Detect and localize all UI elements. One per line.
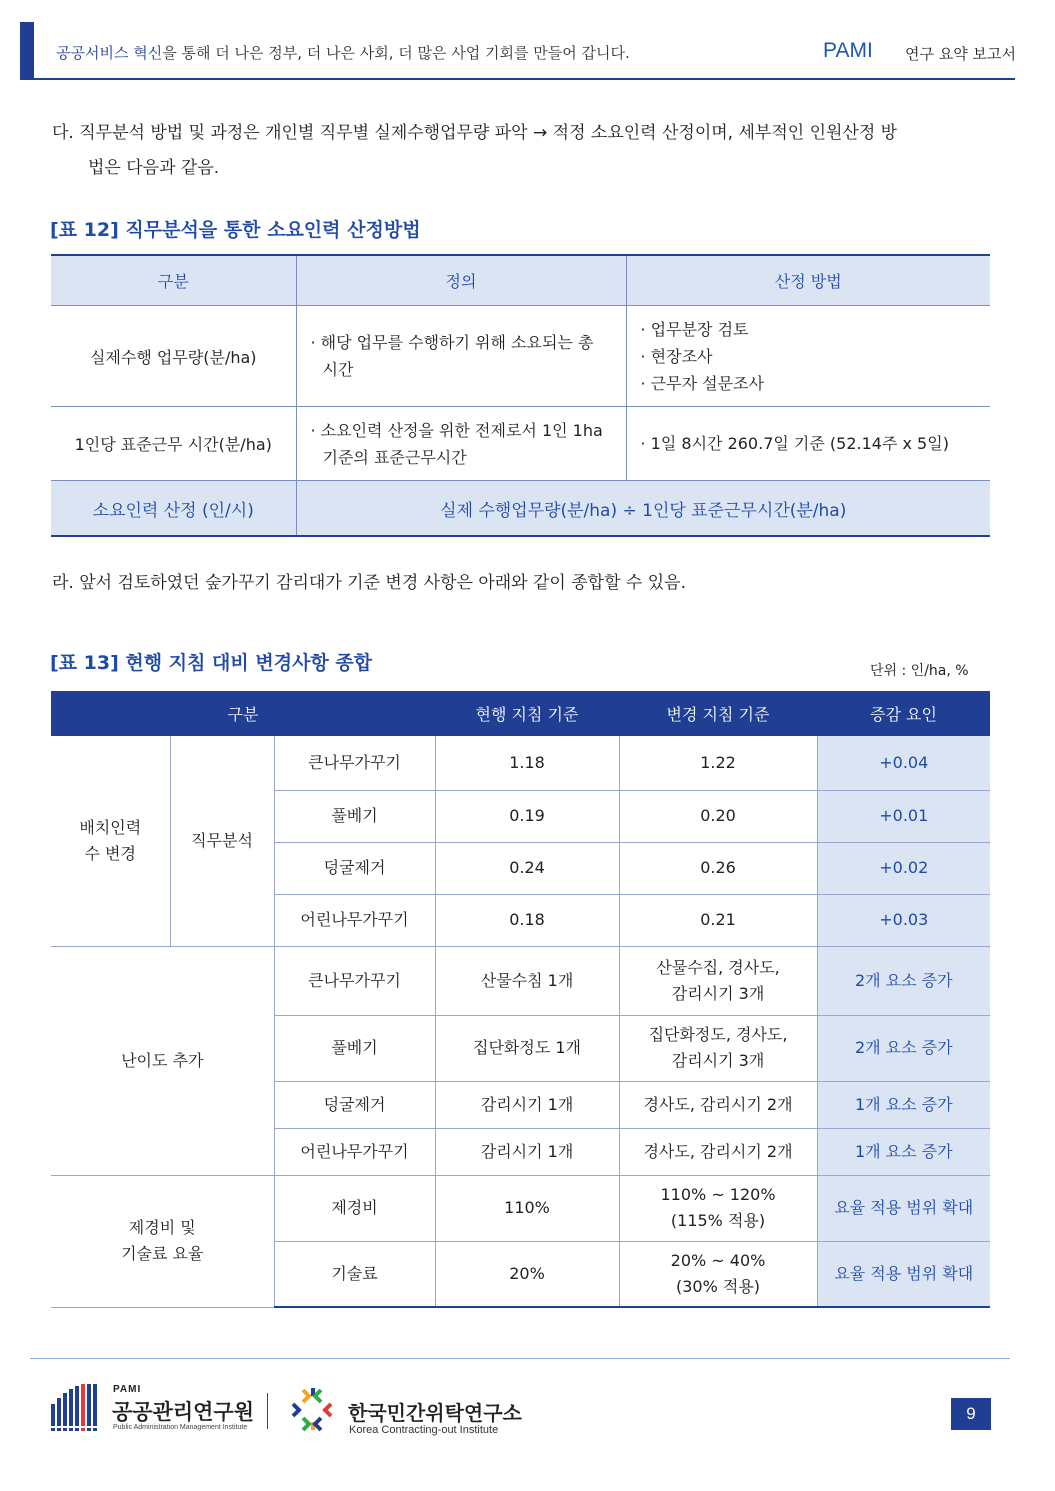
current-cell: 산물수침 1개 xyxy=(435,946,619,1015)
item-cell: 큰나무가꾸기 xyxy=(274,736,435,790)
item-cell: 큰나무가꾸기 xyxy=(274,946,435,1015)
header-report-type: 연구 요약 보고서 xyxy=(905,45,1016,63)
table12-summary-formula: 실제 수행업무량(분/ha) ÷ 1인당 표준근무시간(분/ha) xyxy=(296,481,990,537)
table13-title: [표 13] 현행 지침 대비 변경사항 종합 xyxy=(50,652,373,674)
changed-cell: 경사도, 감리시기 2개 xyxy=(619,1128,817,1175)
definition-line: · 소요인력 산정을 위한 전제로서 1인 1ha xyxy=(310,420,603,440)
item-cell: 제경비 xyxy=(274,1175,435,1241)
table-row xyxy=(51,407,990,481)
delta-cell: 1개 요소 증가 xyxy=(817,1128,990,1175)
changed-cell xyxy=(619,1175,817,1241)
changed-cell xyxy=(619,1241,817,1307)
definition-line: · 해당 업무를 수행하기 위해 소요되는 총 xyxy=(310,333,594,352)
paragraph-da-line2: 법은 다음과 같음. xyxy=(88,158,220,178)
current-cell: 0.19 xyxy=(435,790,619,842)
table12-header: 산정 방법 xyxy=(626,255,990,306)
pami-name: 공공관리연구원 xyxy=(112,1400,255,1424)
table12-summary-row xyxy=(51,481,990,537)
header-accent-bar xyxy=(20,22,34,79)
item-cell: 어린나무가꾸기 xyxy=(274,1128,435,1175)
item-cell: 어린나무가꾸기 xyxy=(274,894,435,946)
pami-tag: PAMI xyxy=(113,1384,142,1395)
changed-cell: 0.26 xyxy=(619,842,817,894)
page-header xyxy=(20,22,1015,79)
pami-logo-icon xyxy=(50,1384,98,1432)
table12-summary-label: 소요인력 산정 (인/시) xyxy=(51,481,296,537)
changed-line: (30% 적용) xyxy=(675,1276,761,1296)
current-cell: 110% xyxy=(435,1175,619,1241)
group3-label-line: 제경비 및 xyxy=(128,1218,196,1237)
group1-label-line: 배치인력 xyxy=(79,817,142,837)
group1-label xyxy=(51,736,170,946)
kci-english-name: Korea Contracting-out Institute xyxy=(349,1424,499,1436)
current-cell: 1.18 xyxy=(435,736,619,790)
paragraph-da-line1: 다. 직무분석 방법 및 과정은 개인별 직무별 실제수행업무량 파악 → 적정 소요인력 산정이며, 세부적인 인원산정 방 xyxy=(52,123,898,143)
kci-name: 한국민간위탁연구소 xyxy=(348,1401,522,1425)
header-brand: PAMI xyxy=(823,39,873,62)
item-cell: 덩굴제거 xyxy=(274,1081,435,1128)
method-line: · 1일 8시간 260.7일 기준 (52.14주 x 5일) xyxy=(640,434,949,453)
current-cell: 0.24 xyxy=(435,842,619,894)
delta-cell: 1개 요소 증가 xyxy=(817,1081,990,1128)
table13-header: 변경 지침 기준 xyxy=(619,691,817,736)
table13 xyxy=(51,691,990,1308)
table-row xyxy=(51,736,990,790)
changed-line: 20% ~ 40% xyxy=(670,1250,766,1270)
table12-header-row xyxy=(51,255,990,306)
changed-line: 감리시기 3개 xyxy=(671,983,765,1003)
header-divider xyxy=(20,78,1015,80)
table13-unit: 단위 : 인/ha, % xyxy=(870,663,969,679)
table12-definition xyxy=(296,407,626,481)
changed-cell: 1.22 xyxy=(619,736,817,790)
changed-cell: 0.20 xyxy=(619,790,817,842)
delta-cell: +0.01 xyxy=(817,790,990,842)
delta-cell: 요율 적용 범위 확대 xyxy=(817,1241,990,1307)
definition-line: 기준의 표준근무시간 xyxy=(322,447,467,467)
current-cell: 0.18 xyxy=(435,894,619,946)
delta-cell: 2개 요소 증가 xyxy=(817,1015,990,1081)
table12-title: [표 12] 직무분석을 통한 소요인력 산정방법 xyxy=(50,219,421,241)
table-row xyxy=(51,946,990,1015)
pami-english-name: Public Administration Management Institute xyxy=(113,1424,248,1431)
group3-label xyxy=(51,1175,274,1307)
table13-header-row xyxy=(51,691,990,736)
header-slogan xyxy=(56,42,630,63)
group2-label: 난이도 추가 xyxy=(51,946,274,1175)
current-cell: 감리시기 1개 xyxy=(435,1081,619,1128)
item-cell: 기술료 xyxy=(274,1241,435,1307)
group1-label-line: 수 변경 xyxy=(84,843,136,863)
delta-cell: +0.02 xyxy=(817,842,990,894)
method-line: · 현장조사 xyxy=(640,346,713,366)
current-cell: 감리시기 1개 xyxy=(435,1128,619,1175)
table12-definition xyxy=(296,306,626,407)
group1-sub-label: 직무분석 xyxy=(170,736,274,946)
changed-cell xyxy=(619,946,817,1015)
kci-logo-icon xyxy=(287,1384,337,1434)
table12-method xyxy=(626,407,990,481)
changed-line: 집단화정도, 경사도, xyxy=(648,1025,788,1044)
changed-line: 110% ~ 120% xyxy=(660,1185,776,1204)
footer-divider xyxy=(30,1358,1010,1359)
table-row xyxy=(51,1175,990,1241)
slogan-highlight: 공공서비스 혁신 xyxy=(56,44,163,62)
table12-method xyxy=(626,306,990,407)
table-row xyxy=(51,306,990,407)
method-line: · 업무분장 검토 xyxy=(640,319,749,339)
delta-cell: 2개 요소 증가 xyxy=(817,946,990,1015)
changed-cell: 0.21 xyxy=(619,894,817,946)
group3-label-line: 기술료 요율 xyxy=(121,1244,204,1263)
changed-line: (115% 적용) xyxy=(670,1211,766,1230)
definition-line: 시간 xyxy=(322,360,354,379)
table13-header: 증감 요인 xyxy=(817,691,990,736)
table12-header: 구분 xyxy=(51,255,296,306)
changed-cell xyxy=(619,1015,817,1081)
changed-cell: 경사도, 감리시기 2개 xyxy=(619,1081,817,1128)
delta-cell: +0.03 xyxy=(817,894,990,946)
item-cell: 풀베기 xyxy=(274,790,435,842)
paragraph-da xyxy=(52,116,1002,186)
page-number: 9 xyxy=(951,1398,991,1430)
table12-row-label: 1인당 표준근무 시간(분/ha) xyxy=(51,407,296,481)
footer-separator xyxy=(267,1393,268,1429)
table12-header: 정의 xyxy=(296,255,626,306)
item-cell: 풀베기 xyxy=(274,1015,435,1081)
table13-header: 현행 지침 기준 xyxy=(435,691,619,736)
current-cell: 집단화정도 1개 xyxy=(435,1015,619,1081)
delta-cell: 요율 적용 범위 확대 xyxy=(817,1175,990,1241)
changed-line: 감리시기 3개 xyxy=(671,1051,765,1070)
current-cell: 20% xyxy=(435,1241,619,1307)
slogan-rest: 을 통해 더 나은 정부, 더 나은 사회, 더 많은 사업 기회를 만들어 갑니다. xyxy=(162,44,630,62)
paragraph-ra: 라. 앞서 검토하였던 숲가꾸기 감리대가 기준 변경 사항은 아래와 같이 종합할 수 있음. xyxy=(52,573,687,593)
table12-row-label: 실제수행 업무량(분/ha) xyxy=(51,306,296,407)
table13-header: 구분 xyxy=(51,691,435,736)
item-cell: 덩굴제거 xyxy=(274,842,435,894)
table12 xyxy=(51,254,990,537)
delta-cell: +0.04 xyxy=(817,736,990,790)
changed-line: 산물수집, 경사도, xyxy=(656,957,780,977)
method-line: · 근무자 설문조사 xyxy=(640,373,764,393)
